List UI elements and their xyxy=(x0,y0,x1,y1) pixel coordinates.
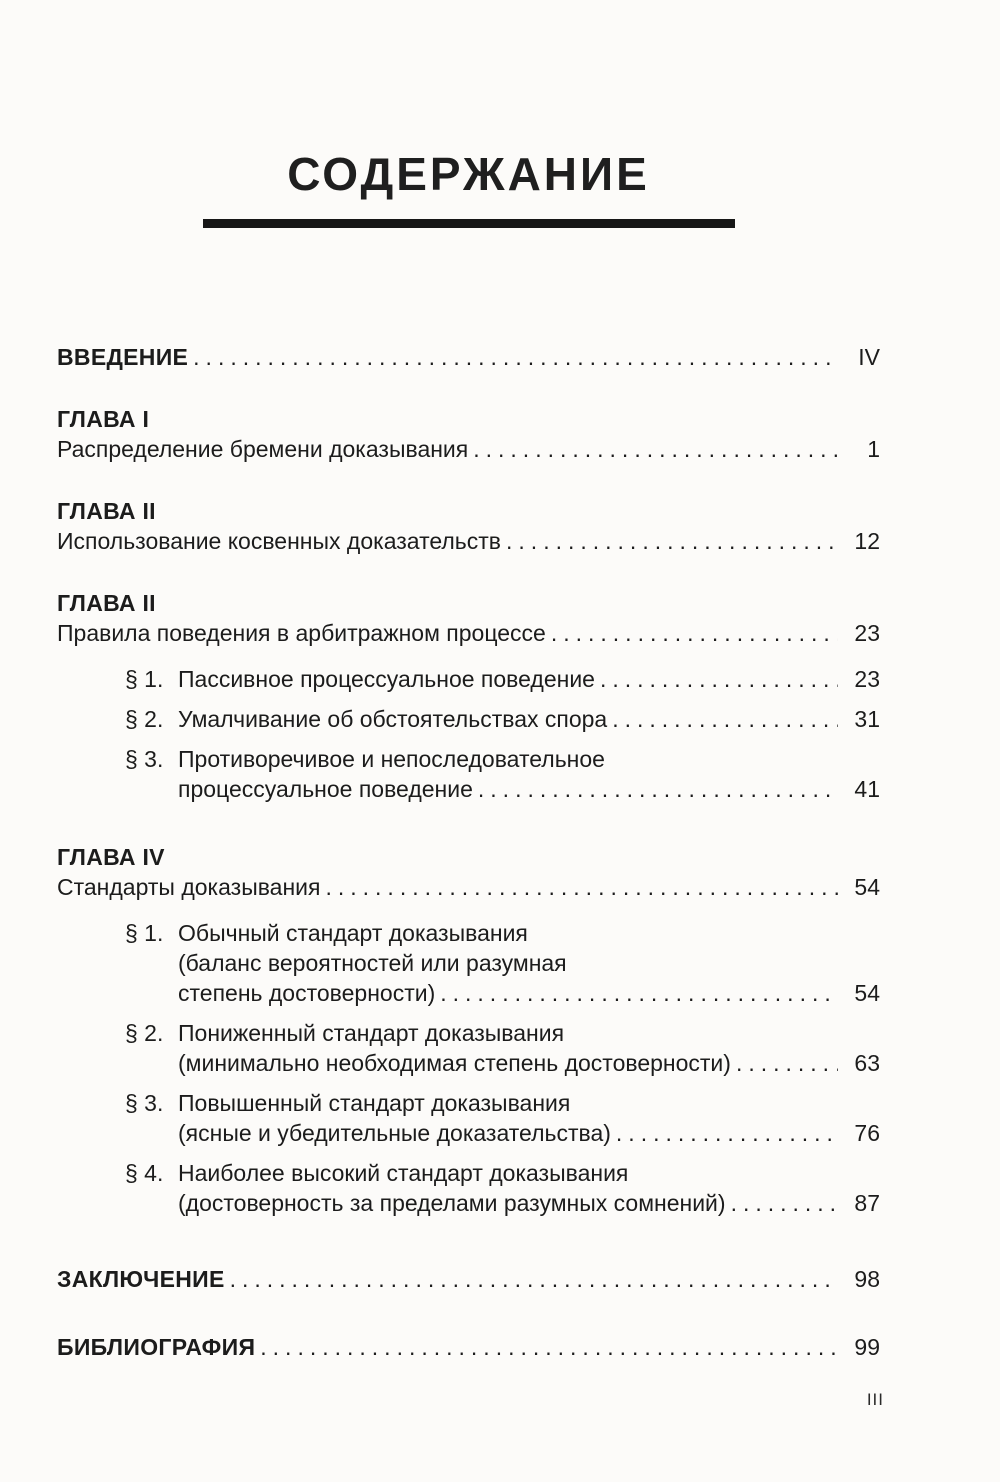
entry-page-number: 23 xyxy=(854,665,880,692)
subentry-body xyxy=(178,1018,880,1078)
entry-page-number: IV xyxy=(858,343,880,370)
dot-leader xyxy=(193,342,838,372)
chapter-title: Распределение бремени доказывания xyxy=(57,435,469,462)
folio-page-number: III xyxy=(866,1390,884,1409)
chapter-heading: ГЛАВА IV xyxy=(57,843,165,870)
entry-page-number: 23 xyxy=(854,619,880,646)
subentry-number: § 3. xyxy=(125,1089,164,1116)
dot-leader xyxy=(260,1332,838,1362)
subentry-list xyxy=(57,918,880,1218)
dot-leader xyxy=(506,526,838,556)
chapter-heading: ГЛАВА II xyxy=(57,497,156,524)
dot-leader xyxy=(736,1048,838,1078)
subentry-line: процессуальное поведение xyxy=(178,775,473,802)
entry-page-number: 63 xyxy=(854,1049,880,1076)
subentry-line: Пассивное процессуальное поведение xyxy=(178,665,595,692)
toc-row xyxy=(57,1332,880,1362)
subentry-line: (баланс вероятностей или разумная xyxy=(178,949,567,976)
dot-leader xyxy=(325,872,838,902)
subentry-line: (ясные и убедительные доказательства) xyxy=(178,1119,611,1146)
entry-page-number: 41 xyxy=(854,775,880,802)
toc-entry-chapter-4 xyxy=(57,842,880,1218)
toc-entry-conclusion xyxy=(57,1264,880,1294)
toc-entry-chapter-1 xyxy=(57,404,880,464)
subentry-line: Повышенный стандарт доказывания xyxy=(178,1089,571,1116)
subentry-line: (достоверность за пределами разумных сомнений) xyxy=(178,1189,726,1216)
chapter-title: Стандарты доказывания xyxy=(57,873,321,900)
subentry-number: § 1. xyxy=(125,665,164,692)
chapter-heading: ГЛАВА II xyxy=(57,589,156,616)
entry-page-number: 12 xyxy=(854,527,880,554)
toc-row xyxy=(178,1188,880,1218)
entry-page-number: 87 xyxy=(854,1189,880,1216)
subentry xyxy=(125,704,880,734)
subentry-body xyxy=(178,664,880,694)
subentry-number: § 1. xyxy=(125,919,164,946)
chapter-heading: ГЛАВА I xyxy=(57,405,150,432)
dot-leader xyxy=(612,704,838,734)
subentry xyxy=(125,664,880,694)
entry-page-number: 54 xyxy=(854,873,880,900)
toc-row xyxy=(57,1264,880,1294)
entry-page-number: 54 xyxy=(854,979,880,1006)
toc-row xyxy=(57,618,880,648)
toc-entry-bibliography xyxy=(57,1332,880,1362)
toc-row xyxy=(178,704,880,734)
subentry-number: § 2. xyxy=(125,705,164,732)
subentry-line: Пониженный стандарт доказывания xyxy=(178,1019,565,1046)
subentry-line: Умалчивание об обстоятельствах спора xyxy=(178,705,608,732)
subentry-number: § 2. xyxy=(125,1019,164,1046)
dot-leader xyxy=(600,664,838,694)
subentry-line: Наиболее высокий стандарт доказывания xyxy=(178,1159,629,1186)
toc-entry-chapter-2 xyxy=(57,496,880,556)
dot-leader xyxy=(551,618,838,648)
toc-row xyxy=(178,774,880,804)
subentry-body xyxy=(178,704,880,734)
subentry-body xyxy=(178,1088,880,1148)
toc-row xyxy=(57,342,880,372)
toc-row xyxy=(178,978,880,1008)
toc-row xyxy=(57,872,880,902)
subentry-number: § 3. xyxy=(125,745,164,772)
dot-leader xyxy=(230,1264,838,1294)
toc-list xyxy=(57,342,880,1362)
subentry-line: Противоречивое и непоследовательное xyxy=(178,745,605,772)
subentry-body xyxy=(178,1158,880,1218)
subentry xyxy=(125,1018,880,1078)
dot-leader xyxy=(478,774,838,804)
toc-entry-chapter-3 xyxy=(57,588,880,804)
subentry-body xyxy=(178,918,880,1008)
dot-leader xyxy=(440,978,838,1008)
toc-row xyxy=(57,434,880,464)
subentry-line: степень достоверности) xyxy=(178,979,436,1006)
title-underline xyxy=(203,219,735,228)
subentry-line: Обычный стандарт доказывания xyxy=(178,919,528,946)
dot-leader xyxy=(731,1188,838,1218)
dot-leader xyxy=(473,434,838,464)
subentry-number: § 4. xyxy=(125,1159,164,1186)
subentry-list xyxy=(57,664,880,804)
subentry xyxy=(125,744,880,804)
subentry-body xyxy=(178,744,880,804)
toc-row xyxy=(178,664,880,694)
entry-page-number: 1 xyxy=(867,435,880,462)
entry-page-number: 76 xyxy=(854,1119,880,1146)
toc-entry-introduction xyxy=(57,342,880,372)
entry-label: ВВЕДЕНИЕ xyxy=(57,343,189,370)
title-block xyxy=(57,148,880,228)
subentry xyxy=(125,918,880,1008)
subentry xyxy=(125,1158,880,1218)
subentry xyxy=(125,1088,880,1148)
entry-label: ЗАКЛЮЧЕНИЕ xyxy=(57,1265,225,1292)
page-title: СОДЕРЖАНИЕ xyxy=(287,148,650,200)
entry-page-number: 31 xyxy=(854,705,880,732)
toc-row xyxy=(178,1048,880,1078)
toc-row xyxy=(178,1118,880,1148)
entry-label: БИБЛИОГРАФИЯ xyxy=(57,1333,256,1360)
dot-leader xyxy=(616,1118,838,1148)
chapter-title: Правила поведения в арбитражном процессе xyxy=(57,619,546,646)
entry-page-number: 98 xyxy=(854,1265,880,1292)
toc-row xyxy=(57,526,880,556)
chapter-title: Использование косвенных доказательств xyxy=(57,527,502,554)
entry-page-number: 99 xyxy=(854,1333,880,1360)
subentry-line: (минимально необходимая степень достоверности) xyxy=(178,1049,731,1076)
